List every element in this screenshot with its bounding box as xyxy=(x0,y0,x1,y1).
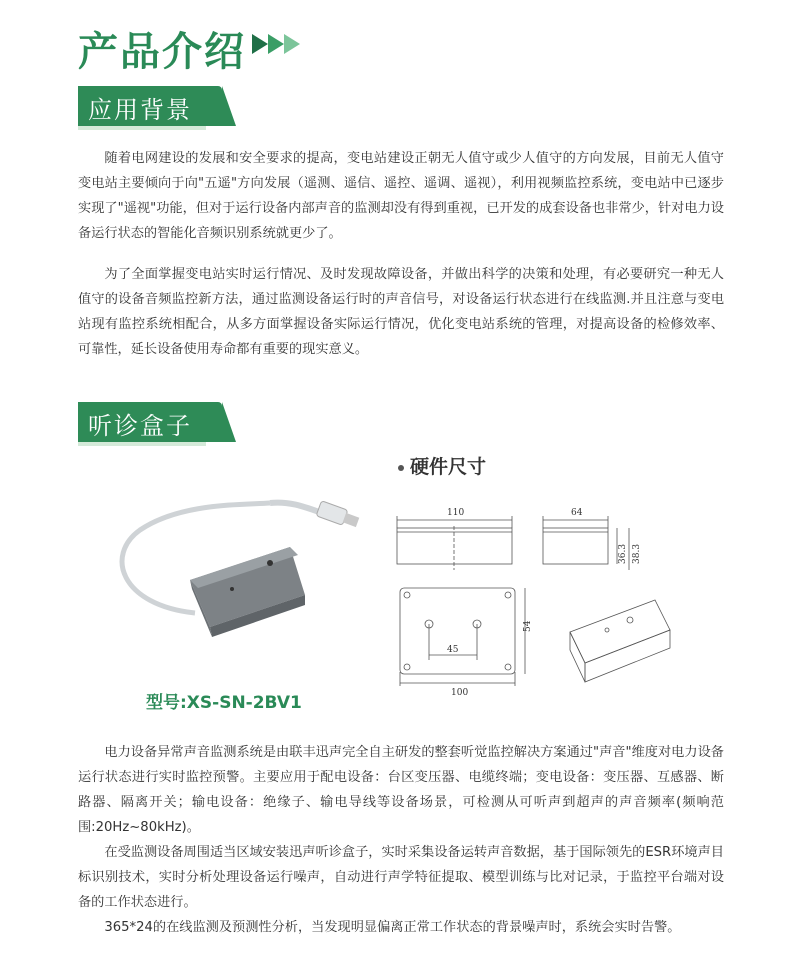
dim-45: 45 xyxy=(447,645,459,655)
dim-54: 54 xyxy=(523,620,533,632)
page-title: 产品介绍 xyxy=(78,29,246,75)
paragraph: 为了全面掌握变电站实时运行情况、及时发现故障设备，并做出科学的决策和处理，有必要研究一种无人值守的设备音频监控新方法，通过监测设备运行时的声音信号，对设备运行状态进行在线监测.并且注意与变电站现有监控系统相配合，从多方面掌握设备实际运行情况，优化变电站系统的管理，对提高设备的检修效率、可靠性，延长设备使用寿命都有重要的现实意义。 xyxy=(78,267,724,357)
tag-underline xyxy=(78,442,206,446)
hardware-size-title xyxy=(398,452,486,479)
dimension-drawing xyxy=(385,500,685,700)
paragraph: 365*24的在线监测及预测性分析，当发现明显偏离正常工作状态的背景噪声时，系统会实时告警。 xyxy=(104,920,681,935)
device-photo xyxy=(100,485,360,655)
dim-110: 110 xyxy=(447,508,465,518)
dim-64: 64 xyxy=(571,508,583,518)
model-label: 型号:XS-SN-2BV1 xyxy=(146,693,302,713)
dim-38-3: 38.3 xyxy=(632,543,642,564)
section-tag-background xyxy=(78,86,222,126)
section-tag-box xyxy=(78,402,222,442)
section-tag-label: 听诊盒子 xyxy=(88,412,192,440)
tag-underline xyxy=(78,126,206,130)
dim-36-3: 36.3 xyxy=(618,543,628,564)
paragraph: 随着电网建设的发展和安全要求的提高，变电站建设正朝无人值守或少人值守的方向发展，目前无人值守变电站主要倾向于向"五遥"方向发展（遥测、遥信、遥控、遥调、遥视），利用视频监控系统，变电站中已逐步实现了"遥视"功能，但对于运行设备内部声音的监测却没有得到重视，已开发的成套设备也非常少，针对电力设备运行状态的智能化音频识别系统就更少了。 xyxy=(78,151,724,241)
dim-100: 100 xyxy=(451,688,469,698)
triple-arrow-icon xyxy=(252,34,304,54)
paragraph: 电力设备异常声音监测系统是由联丰迅声完全自主研发的整套听觉监控解决方案通过"声音"维度对电力设备运行状态进行实时监控预警。主要应用于配电设备：台区变压器、电缆终端；变电设备：变压器、互感器、断路器、隔离开关；输电设备：绝缘子、输电导线等设备场景，可检测从可听声到超声的声音频率(频响范围:20Hz~80kHz)。 xyxy=(78,745,724,835)
paragraph: 在受监测设备周围适当区域安装迅声听诊盒子，实时采集设备运转声音数据，基于国际领先的ESR环境声目标识别技术，实时分析处理设备运行噪声，自动进行声学特征提取、模型训练与比对记录，于监控平台端对设备的工作状态进行。 xyxy=(78,845,724,910)
section-tag-label: 应用背景 xyxy=(88,96,192,124)
bullet-icon xyxy=(398,465,404,471)
hardware-size-label: 硬件尺寸 xyxy=(410,456,487,478)
